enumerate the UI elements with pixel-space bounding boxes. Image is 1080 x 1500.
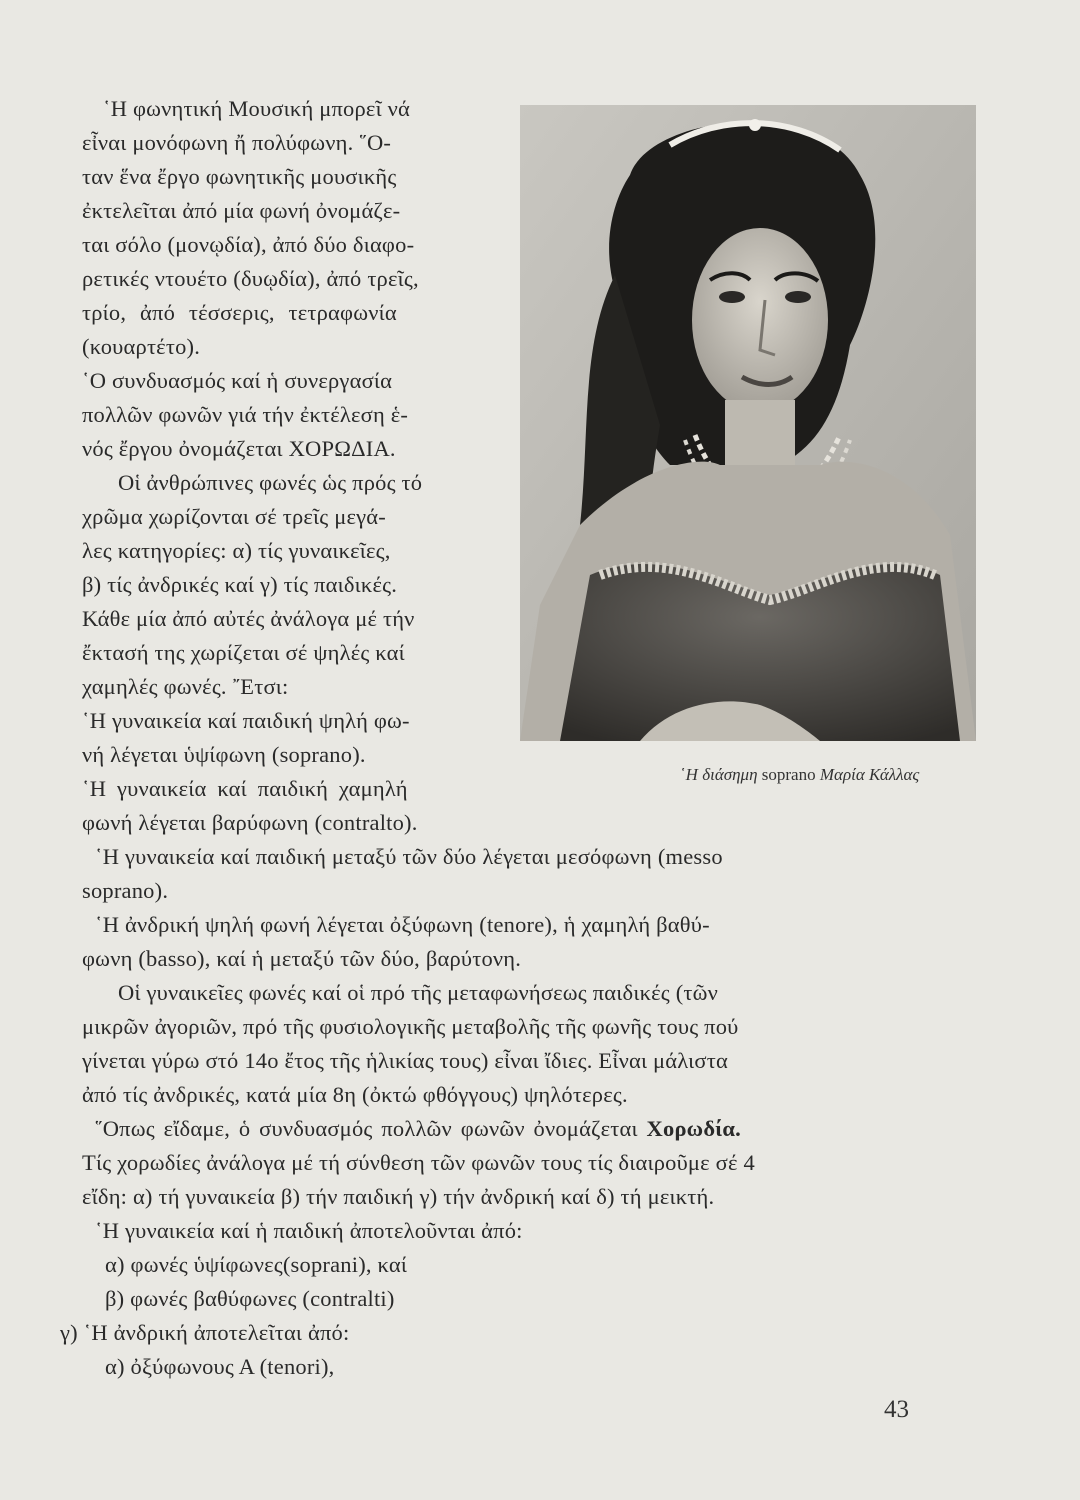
text-line: ῾Η γυναικεία καί παιδική χαμηλή [82,776,408,801]
text-line: φωνή λέγεται βαρύφωνη (contralto). [82,810,418,835]
text-line: φωνη (basso), καί ἡ μεταξύ τῶν δύο, βαρύτονη. [82,946,522,971]
text-line: νή λέγεται ὑψίφωνη (soprano). [82,742,366,767]
text-line: ῾Η ἀνδρική ψηλή φωνή λέγεται ὀξύφωνη (tenore), ἡ χαμηλή βαθύ- [95,912,710,937]
text-line: μικρῶν ἀγοριῶν, πρό τῆς φυσιολογικῆς μεταβολῆς τῆς φωνῆς τους πού [82,1014,739,1039]
text-line: α) φωνές ὑψίφωνες(soprani), καί [105,1252,408,1277]
text-line: λες κατηγορίες: α) τίς γυναικεῖες, [82,538,391,563]
text-line: χαμηλές φωνές. ῎Ετσι: [82,674,289,699]
text-line: ῾Ο συνδυασμός καί ἡ συνεργασία [82,368,393,393]
text-line: α) ὀξύφωνους Α (tenori), [105,1354,335,1379]
text-line: γ) ῾Η ἀνδρική ἀποτελεῖται ἀπό: [60,1320,350,1345]
text-line: γίνεται γύρω στό 14ο ἔτος τῆς ἡλικίας τους) εἶναι ἴδιες. Εἶναι μάλιστα [82,1048,728,1073]
text-line: εἴδη: α) τή γυναικεία β) τήν παιδική γ) τήν ἀνδρική καί δ) τή μεικτή. [82,1184,715,1209]
text-line: ἔκτασή της χωρίζεται σέ ψηλές καί [82,640,405,665]
text-line: νός ἔργου ὀνομάζεται ΧΟΡΩΔΙΑ. [82,436,396,461]
caption-part2: soprano [761,765,816,784]
text-line: ῾Η γυναικεία καί παιδική ψηλή φω- [82,708,410,733]
text-line: ρετικές ντουέτο (δυῳδία), ἀπό τρεῖς, [82,266,419,291]
caption-part1: ῾Η διάσημη [680,765,758,784]
portrait-image [520,105,976,741]
text-line: εἶναι μονόφωνη ἤ πολύφωνη. ῞Ο- [82,130,392,155]
bold-term: Χορωδία. [646,1116,741,1141]
text-line: Κάθε μία ἀπό αὐτές ἀνάλογα μέ τήν [82,606,415,631]
text-line: soprano). [82,878,169,903]
text-line: Τίς χορωδίες ἀνάλογα μέ τή σύνθεση τῶν φωνῶν τους τίς διαιροῦμε σέ 4 [82,1150,755,1175]
text-line: ταν ἕνα ἔργο φωνητικῆς μουσικῆς [82,164,397,189]
text-line: ῾Η γυναικεία καί ἡ παιδική ἀποτελοῦνται ἀπό: [95,1218,523,1243]
photo-caption [680,763,919,787]
text-line [95,1112,741,1146]
text-line: ἐκτελεῖται ἀπό μία φωνή ὀνομάζε- [82,198,401,223]
text-line: β) φωνές βαθύφωνες (contralti) [105,1286,395,1311]
text-line: ἀπό τίς ἀνδρικές, κατά μία 8η (ὀκτώ φθόγγους) ψηλότερες. [82,1082,628,1107]
text-line: β) τίς ἀνδρικές καί γ) τίς παιδικές. [82,572,398,597]
portrait-photo [520,105,976,741]
text-line: πολλῶν φωνῶν γιά τήν ἐκτέλεση ἑ- [82,402,409,427]
page-number: 43 [884,1396,909,1423]
text-line: τρίο, ἀπό τέσσερις, τετραφωνία [82,300,397,325]
text-line: ται σόλο (μονῳδία), ἀπό δύο διαφο- [82,232,415,257]
text-line: Οἱ ἀνθρώπινες φωνές ὡς πρός τό [118,470,423,495]
caption-part3: Μαρία Κάλλας [819,765,920,784]
text-line: Οἱ γυναικεῖες φωνές καί οἱ πρό τῆς μεταφωνήσεως παιδικές (τῶν [118,980,719,1005]
text-line: (κουαρτέτο). [82,334,201,359]
text-segment: ῞Οπως εἴδαμε, ὁ συνδυασμός πολλῶν φωνῶν ὀνομάζεται [95,1116,638,1141]
text-line: ῾Η φωνητική Μουσική μπορεῖ νά [103,96,411,121]
text-line: χρῶμα χωρίζονται σέ τρεῖς μεγά- [82,504,386,529]
text-line: ῾Η γυναικεία καί παιδική μεταξύ τῶν δύο λέγεται μεσόφωνη (messo [95,844,723,869]
